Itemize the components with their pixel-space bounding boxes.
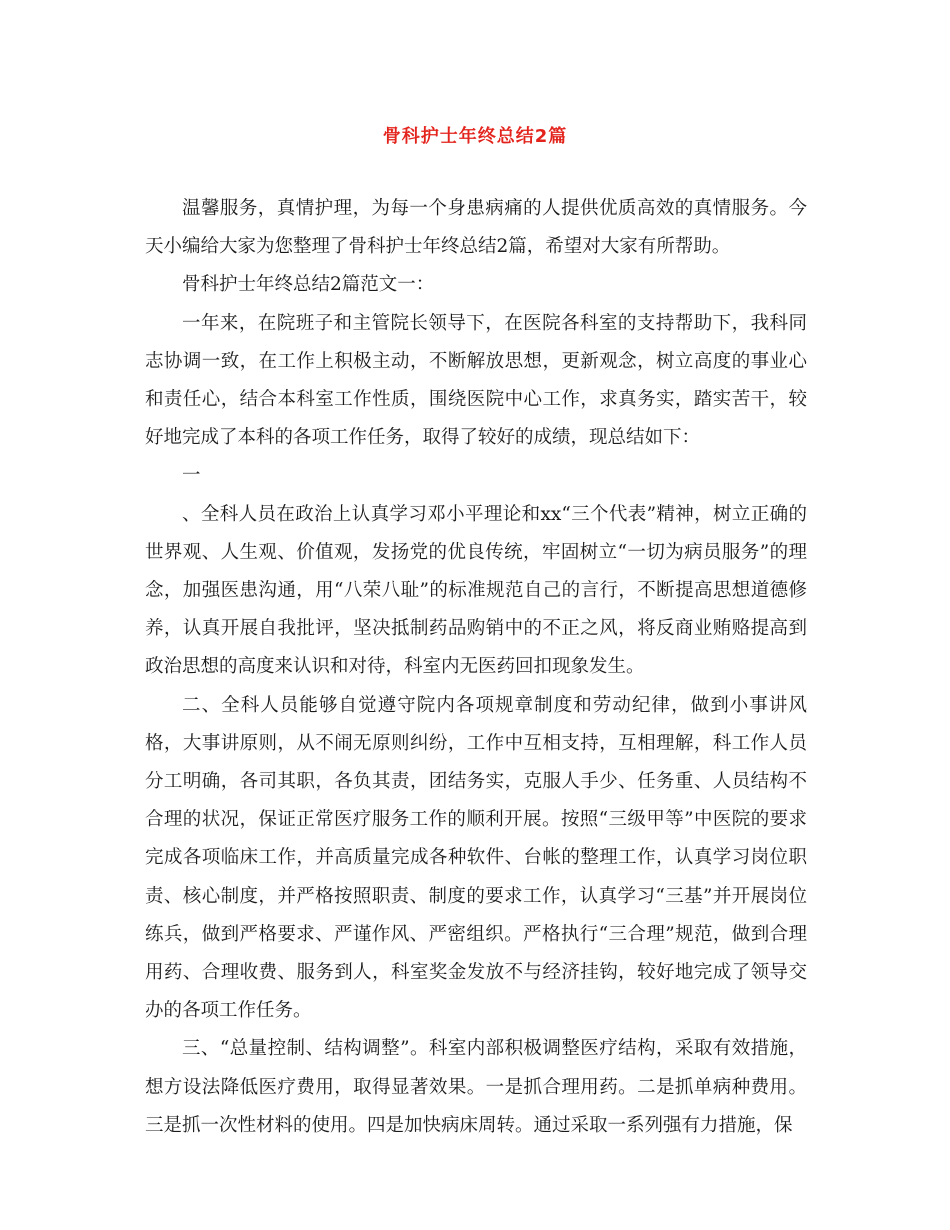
body-paragraph: 、全科人员在政治上认真学习邓小平理论和xx“三个代表”精神，树立正确的世界观、人生观、价值观，发扬党的优良传统，牢固树立“一切为病员服务”的理念，加强医患沟通，用“八荣八耻”的标准规范自己的言行，不断提高思想道德修养，认真开展自我批评，坚决抵制药品购销中的不正之风，将反商业贿赂提高到政治思想的高度来认识和对待，科室内无医药回扣现象发生。 [145, 503, 807, 678]
list-marker: 一 [182, 465, 201, 487]
body-paragraph: 二、全科人员能够自觉遵守院内各项规章制度和劳动纪律，做到小事讲风格，大事讲原则，从不闹无原则纠纷，工作中互相支持，互相理解，科工作人员分工明确，各司其职，各负其责，团结务实，克服人手少、任务重、人员结构不合理的状况，保证正常医疗服务工作的顺利开展。按照“三级甲等”中医院的要求完成各项临床工作，并高质量完成各种软件、台帐的整理工作，认真学习岗位职责、核心制度，并严格按照职责、制度的要求工作，认真学习“三基”并开展岗位练兵，做到严格要求、严谨作风、严密组织。严格执行“三合理”规范，做到合理用药、合理收费、服务到人，科室奖金发放不与经济挂钩，较好地完成了领导交办的各项工作任务。 [145, 694, 807, 1022]
body-paragraph: 一年来，在院班子和主管院长领导下，在医院各科室的支持帮助下，我科同志协调一致，在工作上积极主动，不断解放思想，更新观念，树立高度的事业心和责任心，结合本科室工作性质，围绕医院中心工作，求真务实，踏实苦干，较好地完成了本科的各项工作任务，取得了较好的成绩，现总结如下： [145, 312, 807, 449]
document-body [145, 190, 807, 1145]
section-heading: 骨科护士年终总结2篇范文一： [182, 274, 435, 296]
body-paragraph: 三、“总量控制、结构调整”。科室内部积极调整医疗结构，采取有效措施，想方设法降低医疗费用，取得显著效果。一是抓合理用药。二是抓单病种费用。三是抓一次性材料的使用。四是加快病床周转。通过采取一系列强有力措施，保 [145, 1038, 807, 1136]
intro-paragraph: 温馨服务，真情护理，为每一个身患病痛的人提供优质高效的真情服务。今天小编给大家为您整理了骨科护士年终总结2篇，希望对大家有所帮助。 [145, 198, 807, 258]
document-title: 骨科护士年终总结2篇 [382, 126, 568, 147]
